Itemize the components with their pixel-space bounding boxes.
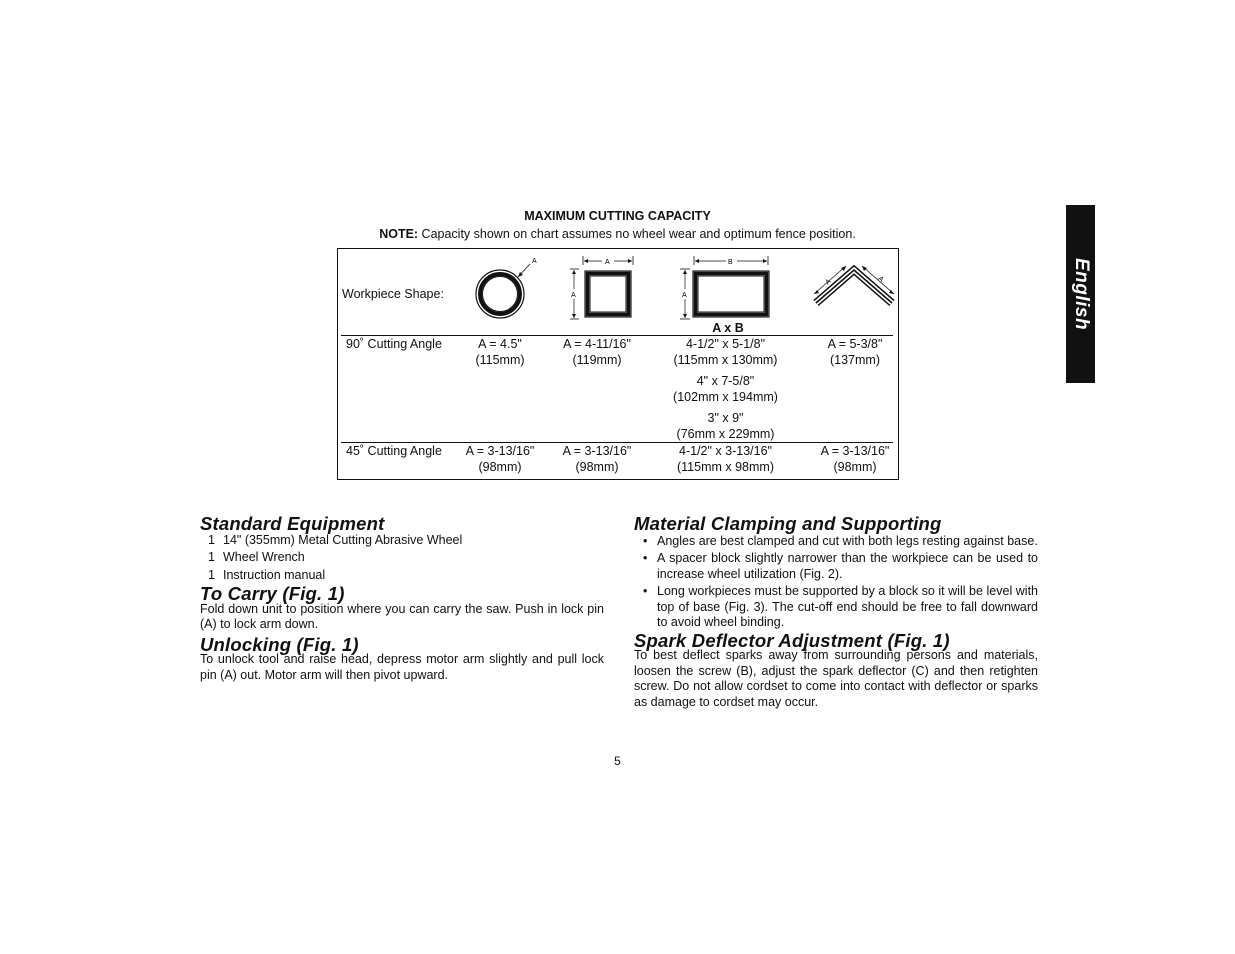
material-clamping-list (634, 534, 1038, 631)
square-label-a-top: A (605, 259, 610, 266)
angle-iron-diagram (806, 253, 896, 323)
item-text: Wheel Wrench (223, 550, 305, 564)
list-item (200, 567, 604, 585)
rect-axb-label: A x B (712, 321, 744, 335)
row-90-rect-3-mm: (76mm x 229mm) (676, 426, 775, 441)
row-90-rect (653, 337, 798, 442)
row-90-rect-2-mm: (102mm x 194mm) (673, 389, 778, 404)
note-label: NOTE: (379, 227, 419, 241)
item-qty: 1 (208, 550, 215, 564)
spark-deflector-heading: Spark Deflector Adjustment (Fig. 1) (634, 629, 950, 651)
square-label-a-side: A (571, 292, 576, 299)
list-item: • A spacer block slightly narrower than the workpiece can be used to increase wheel utilization (Fig. 2). (634, 551, 1038, 582)
item-qty: 1 (208, 567, 215, 582)
row-90-square (547, 337, 647, 368)
unlocking-text: To unlock tool and raise head, depress motor arm slightly and pull lock pin (A) out. Motor arm will then pivot upward. (200, 652, 604, 682)
item-text: Instruction manual (223, 567, 326, 582)
row-45-angle-mm: (98mm) (833, 459, 877, 474)
list-item: • Angles are best clamped and cut with both legs resting against base. (634, 534, 1038, 550)
row-45-round (450, 444, 550, 475)
standard-equipment-heading: Standard Equipment (200, 513, 385, 534)
to-carry-text: Fold down unit to position where you can carry the saw. Push in lock pin (A) to lock arm down. (200, 601, 604, 631)
right-column (634, 513, 1038, 710)
standard-equipment-list (200, 532, 604, 585)
list-item (200, 549, 604, 567)
table-divider-bottom (341, 442, 893, 443)
item-text: 14" (355mm) Metal Cutting Abrasive Wheel (223, 532, 463, 547)
square-tube-diagram (566, 253, 646, 323)
row-90-round-mm: (115mm) (475, 352, 525, 367)
page-number: 5 (614, 754, 621, 768)
row-90-square-mm: (119mm) (572, 352, 622, 367)
row-45-square-mm: (98mm) (575, 459, 619, 474)
row-45-square (547, 444, 647, 475)
language-tab (1066, 205, 1095, 383)
row-45-square-in: A = 3-13/16" (562, 444, 632, 458)
rect-label-b: B (728, 259, 733, 266)
angle-label-a-right: A (876, 275, 885, 284)
row-90-rect-3-in: 3" x 9" (707, 411, 744, 425)
row-45-rect-mm: (115mm x 98mm) (676, 459, 774, 474)
rect-label-a: A (682, 292, 687, 299)
spark-deflector-text: To best deflect sparks away from surrounding persons and materials, loosen the screw (B), adjust the spark deflector (C) and then retighten screw. Do not allow cordset to come into contact with deflector or sparks as damage to cordset may occur. (634, 648, 1038, 709)
capacity-title: MAXIMUM CUTTING CAPACITY (524, 209, 711, 223)
row-90-rect-1-mm: (115mm x 130mm) (673, 352, 778, 367)
language-tab-label: English (1070, 257, 1092, 331)
row-90-square-in: A = 4-11/16" (563, 337, 631, 351)
row-90-rect-1-in: 4-1/2" x 5-1/8" (685, 337, 766, 351)
note-text: Capacity shown on chart assumes no wheel wear and optimum fence position. (418, 227, 856, 241)
item-qty: 1 (208, 532, 215, 547)
row-45-round-mm: (98mm) (478, 459, 522, 474)
row-90-angle (805, 337, 905, 368)
row-45-label: 45˚ Cutting Angle (346, 444, 442, 458)
row-90-round-in: A = 4.5" (478, 337, 522, 351)
round-tube-diagram (466, 253, 546, 323)
row-90-round (450, 337, 550, 368)
row-90-angle-in: A = 5-3/8" (827, 337, 883, 351)
list-item (200, 532, 604, 550)
left-column (200, 513, 604, 683)
row-45-rect (653, 444, 798, 475)
angle-label-a-left: A (824, 277, 833, 287)
material-clamping-heading: Material Clamping and Supporting (634, 513, 942, 534)
workpiece-shape-label: Workpiece Shape: (342, 287, 444, 301)
capacity-table (337, 248, 899, 480)
row-45-angle-in: A = 3-13/16" (820, 444, 890, 458)
row-45-angle (805, 444, 905, 475)
row-90-label: 90˚ Cutting Angle (346, 337, 442, 351)
row-45-round-in: A = 3-13/16" (465, 444, 535, 458)
row-90-angle-mm: (137mm) (829, 352, 880, 367)
list-item: • Long workpieces must be supported by a block so it will be level with top of base (Fig. 3). The cut-off end should be free to fall downward to avoid wheel binding. (634, 584, 1038, 631)
table-divider-top (341, 335, 893, 336)
capacity-note (0, 227, 1235, 241)
to-carry-heading: To Carry (Fig. 1) (200, 583, 345, 604)
round-label-a: A (532, 258, 537, 265)
unlocking-heading: Unlocking (Fig. 1) (200, 633, 359, 655)
row-90-rect-2-in: 4" x 7-5/8" (696, 374, 755, 388)
row-45-rect-in: 4-1/2" x 3-13/16" (679, 444, 772, 458)
rectangular-tube-diagram (678, 253, 778, 323)
